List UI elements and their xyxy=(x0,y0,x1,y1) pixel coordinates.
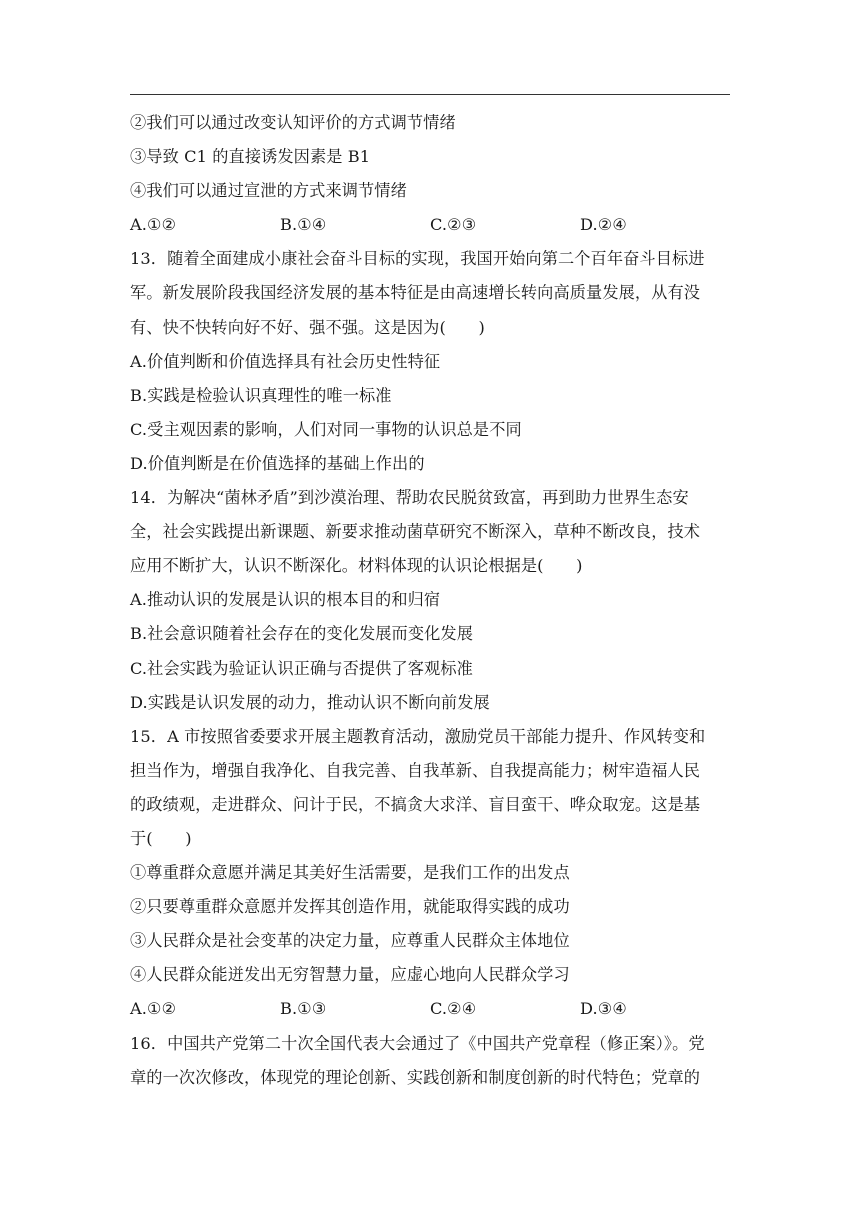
q15-stem-line-3: 的政绩观，走进群众、问计于民，不搞贪大求洋、盲目蛮干、哗众取宠。这是基 xyxy=(130,794,701,814)
q14-stem-line-1: 14．为解决“菌林矛盾”到沙漠治理、帮助农民脱贫致富，再到助力世界生态安 xyxy=(130,488,689,508)
header-rule xyxy=(130,94,730,95)
q12-statement-4: ④我们可以通过宣泄的方式来调节情绪 xyxy=(130,181,407,201)
q13-option-c: C.受主观因素的影响，人们对同一事物的认识总是不同 xyxy=(130,419,522,439)
q14-stem-line-2: 全，社会实践提出新课题、新要求推动菌草研究不断深入，草种不断改良，技术 xyxy=(130,522,701,542)
q15-statement-4: ④人民群众能迸发出无穷智慧力量，应虚心地向人民群众学习 xyxy=(130,965,570,985)
q13-stem-line-1: 13．随着全面建成小康社会奋斗目标的实现，我国开始向第二个百年奋斗目标进 xyxy=(130,249,705,269)
q14-option-b: B.社会意识随着社会存在的变化发展而变化发展 xyxy=(130,624,473,644)
q13-stem-line-3: 有、快不快转向好不好、强不强。这是因为( ) xyxy=(130,317,485,337)
q14-option-d: D.实践是认识发展的动力，推动认识不断向前发展 xyxy=(130,692,490,712)
q15-options xyxy=(130,992,736,1026)
q12-option-a: A.①② xyxy=(130,215,177,235)
q12-statement-2: ②我们可以通过改变认知评价的方式调节情绪 xyxy=(130,113,456,132)
q14-stem-line-3: 应用不断扩大，认识不断深化。材料体现的认识论根据是( ) xyxy=(130,556,583,576)
q13-stem-line-2: 军。新发展阶段我国经济发展的基本特征是由高速增长转向高质量发展，从有没 xyxy=(130,283,701,303)
q12-option-c: C.②③ xyxy=(430,215,477,235)
q14-option-c: C.社会实践为验证认识正确与否提供了客观标准 xyxy=(130,658,473,678)
q16-stem-line-1: 16．中国共产党第二十次全国代表大会通过了《中国共产党章程（修正案）》。党 xyxy=(130,1033,705,1053)
q15-statement-1: ①尊重群众意愿并满足其美好生活需要，是我们工作的出发点 xyxy=(130,863,570,883)
q13-option-b: B.实践是检验认识真理性的唯一标准 xyxy=(130,385,392,405)
q15-option-a: A.①② xyxy=(130,999,177,1019)
q14-option-a: A.推动认识的发展是认识的根本目的和归宿 xyxy=(130,590,441,610)
q15-statement-2: ②只要尊重群众意愿并发挥其创造作用，就能取得实践的成功 xyxy=(130,897,570,917)
q15-option-b: B.①③ xyxy=(280,999,327,1019)
q13-option-d: D.价值判断是在价值选择的基础上作出的 xyxy=(130,453,425,473)
q12-option-b: B.①④ xyxy=(280,215,327,235)
q12-option-d: D.②④ xyxy=(580,215,627,235)
q12-statement-3: ③导致 C1 的直接诱发因素是 B1 xyxy=(130,147,371,167)
q15-stem-line-2: 担当作为，增强自我净化、自我完善、自我革新、自我提高能力；树牢造福人民 xyxy=(130,760,701,780)
q15-statement-3: ③人民群众是社会变革的决定力量，应尊重人民群众主体地位 xyxy=(130,931,570,951)
q15-stem-line-1: 15．A 市按照省委要求开展主题教育活动，激励党员干部能力提升、作风转变和 xyxy=(130,726,706,746)
q16-stem-line-2: 章的一次次修改，体现党的理论创新、实践创新和制度创新的时代特色；党章的 xyxy=(130,1067,701,1087)
q12-options xyxy=(130,208,736,242)
exam-page-content xyxy=(130,106,736,1095)
q15-option-c: C.②④ xyxy=(430,999,477,1019)
q13-option-a: A.价值判断和价值选择具有社会历史性特征 xyxy=(130,351,441,371)
q15-option-d: D.③④ xyxy=(580,999,627,1019)
q15-stem-line-4: 于( ) xyxy=(130,828,192,848)
